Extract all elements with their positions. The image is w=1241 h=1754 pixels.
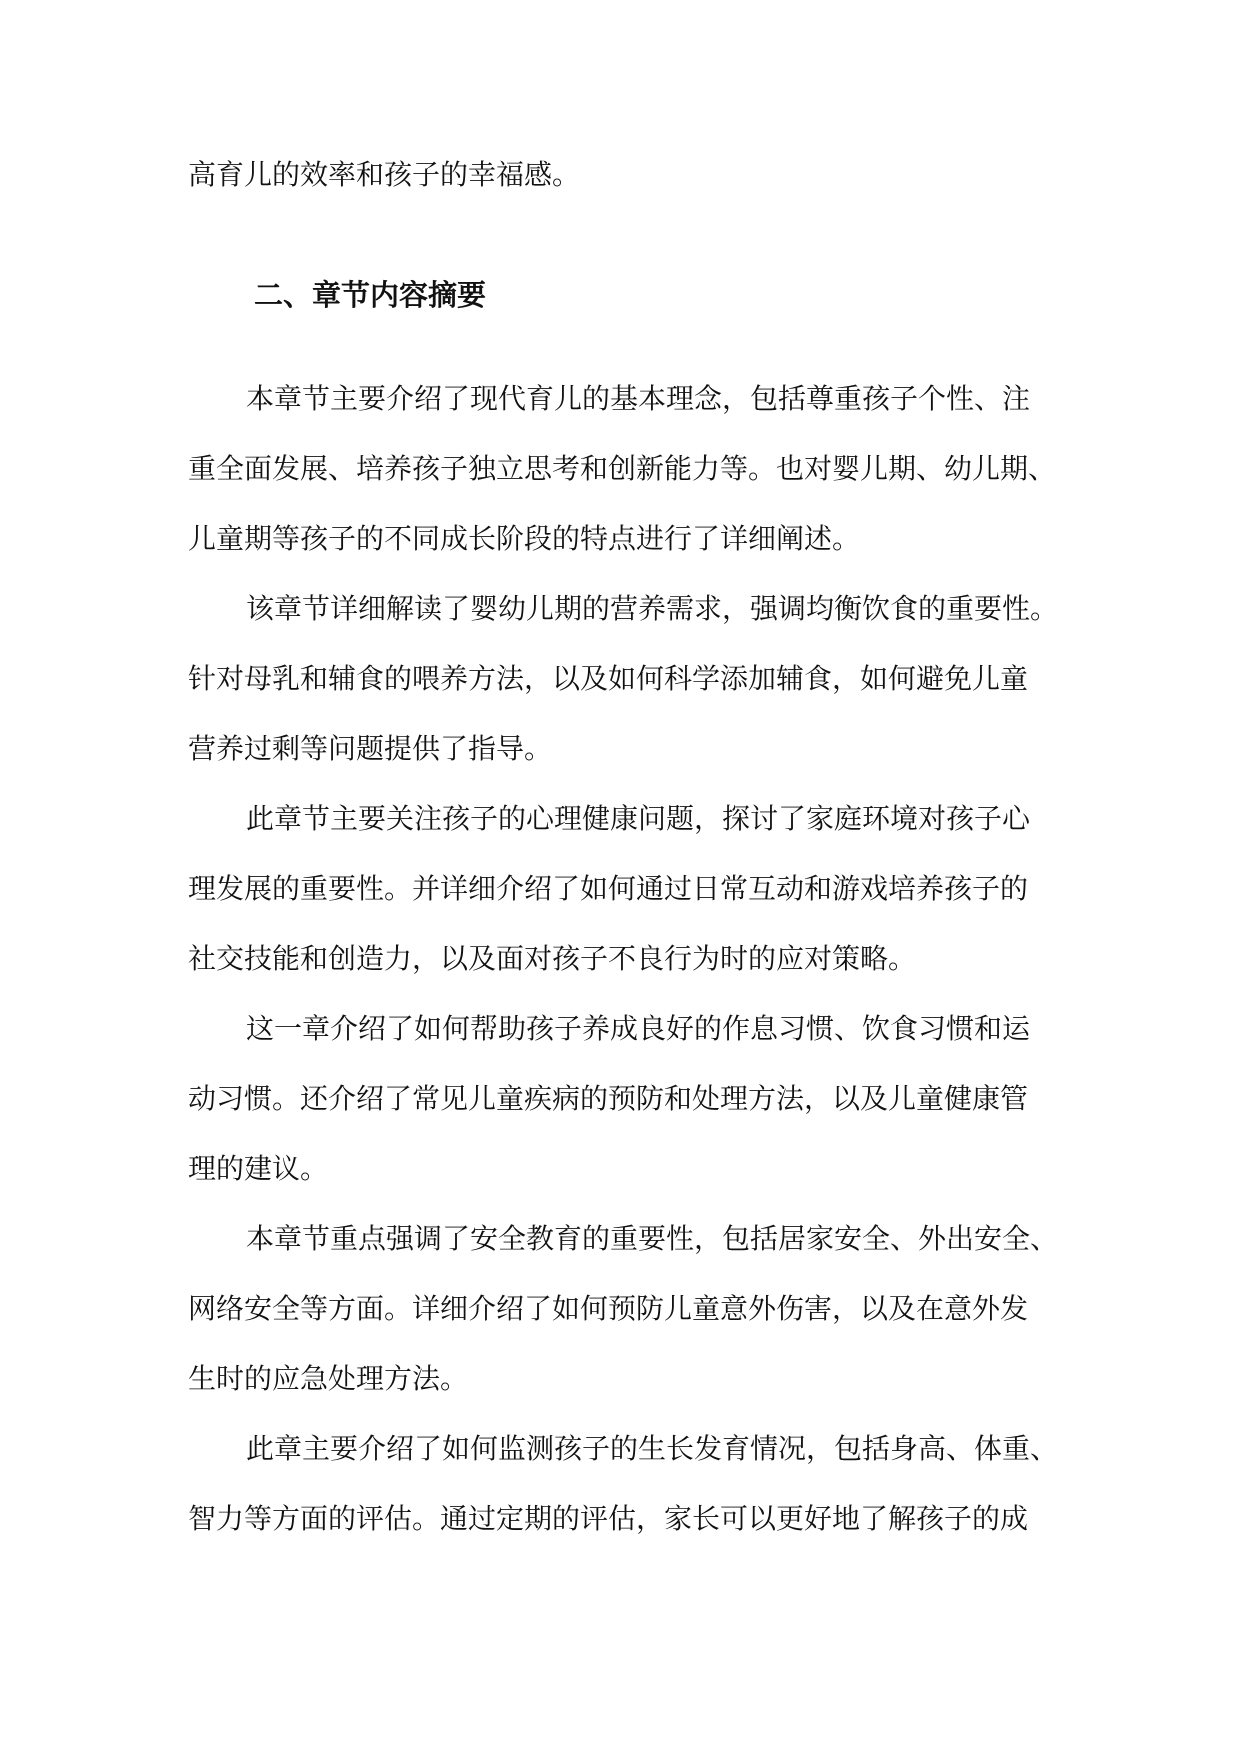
paragraph-line: 理的建议。	[188, 1152, 329, 1185]
paragraph-line: 网络安全等方面。详细介绍了如何预防儿童意外伤害，以及在意外发	[188, 1292, 1029, 1325]
paragraph-line: 此章主要介绍了如何监测孩子的生长发育情况，包括身高、体重、	[246, 1432, 1059, 1465]
paragraph-4	[188, 994, 1052, 1204]
paragraph-line: 此章节主要关注孩子的心理健康问题，探讨了家庭环境对孩子心	[246, 802, 1031, 835]
paragraph-line: 本章节重点强调了安全教育的重要性，包括居家安全、外出安全、	[246, 1222, 1059, 1255]
document-body	[188, 140, 1059, 1554]
paragraph-line: 社交技能和创造力，以及面对孩子不良行为时的应对策略。	[188, 942, 917, 975]
paragraph-6	[188, 1414, 1059, 1554]
paragraph-line: 本章节主要介绍了现代育儿的基本理念，包括尊重孩子个性、注	[246, 382, 1031, 415]
paragraph-line: 生时的应急处理方法。	[188, 1362, 469, 1395]
paragraph-line: 动习惯。还介绍了常见儿童疾病的预防和处理方法，以及儿童健康管	[188, 1082, 1029, 1115]
paragraph-3	[188, 784, 1052, 994]
paragraph-line: 这一章介绍了如何帮助孩子养成良好的作息习惯、饮食习惯和运	[246, 1012, 1031, 1045]
paragraph-line: 智力等方面的评估。通过定期的评估，家长可以更好地了解孩子的成	[188, 1502, 1029, 1535]
paragraph-line: 该章节详细解读了婴幼儿期的营养需求，强调均衡饮食的重要性。	[246, 592, 1059, 625]
paragraph-2	[188, 574, 1059, 784]
paragraph-line: 重全面发展、培养孩子独立思考和创新能力等。也对婴儿期、幼儿期、	[188, 452, 1057, 485]
paragraph-5	[188, 1204, 1059, 1414]
continuation-line: 高育儿的效率和孩子的幸福感。	[188, 158, 581, 191]
paragraph-line: 营养过剩等问题提供了指导。	[188, 732, 553, 765]
paragraph-line: 理发展的重要性。并详细介绍了如何通过日常互动和游戏培养孩子的	[188, 872, 1029, 905]
paragraph-line: 儿童期等孩子的不同成长阶段的特点进行了详细阐述。	[188, 522, 861, 555]
section-heading: 二、章节内容摘要	[254, 278, 487, 312]
paragraph-line: 针对母乳和辅食的喂养方法，以及如何科学添加辅食，如何避免儿童	[188, 662, 1029, 695]
paragraph-1	[188, 364, 1057, 574]
